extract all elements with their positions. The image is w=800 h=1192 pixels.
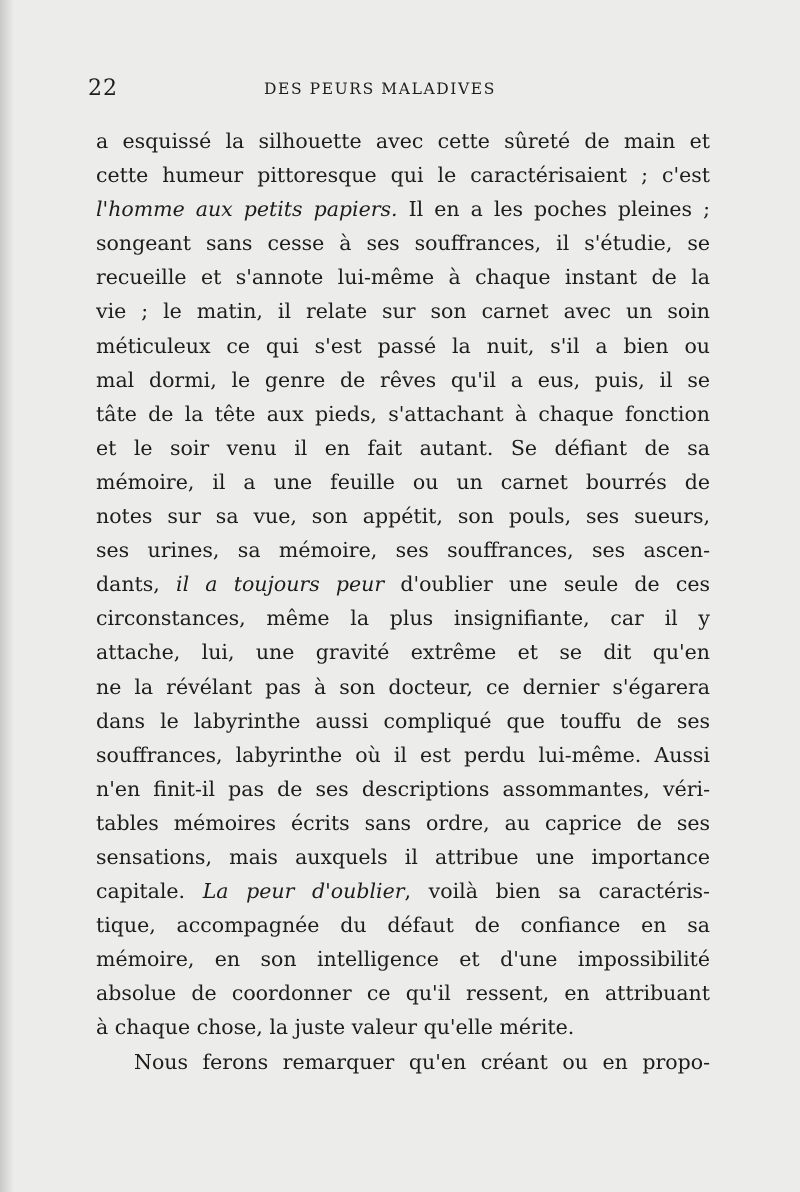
- text-segment: a esquissé la silhouette avec cette sûreté de main et: [96, 129, 710, 153]
- text-segment: méticuleux ce qui s'est passé la nuit, s'il a bien ou: [96, 333, 710, 358]
- text-line: [96, 942, 710, 976]
- text-line: [96, 329, 710, 363]
- body-text: [96, 124, 710, 1079]
- text-segment: , voilà bien sa caractéris-: [404, 879, 710, 904]
- running-title: DES PEURS MALADIVES: [264, 80, 496, 98]
- text-segment: tables mémoires écrits sans ordre, au caprice de ses: [96, 810, 710, 835]
- text-line: [96, 1045, 710, 1079]
- text-segment: mémoire, il a une feuille ou un carnet bourrés de: [96, 469, 710, 494]
- text-segment: et le soir venu il en fait autant. Se défiant de sa: [96, 435, 710, 460]
- text-line: [96, 635, 710, 669]
- text-line: [96, 567, 710, 601]
- running-header: [88, 76, 708, 106]
- text-segment: ne la révélant pas à son docteur, ce dernier s'égarera: [96, 674, 710, 699]
- text-line: [96, 874, 710, 908]
- text-line: [96, 840, 710, 874]
- text-segment: Nous ferons remarquer qu'en créant ou en propo-: [134, 1049, 710, 1074]
- text-line: [96, 294, 710, 328]
- page-number: 22: [88, 76, 118, 101]
- text-segment: recueille et s'annote lui-même à chaque instant de la: [96, 265, 710, 290]
- text-line: [96, 363, 710, 397]
- text-segment: n'en finit-il pas de ses descriptions assommantes, véri-: [96, 776, 710, 801]
- text-line: [96, 772, 710, 806]
- page-gutter-shadow: [0, 0, 14, 1192]
- text-line: [96, 1010, 710, 1044]
- text-line: [96, 738, 710, 772]
- text-line: [96, 499, 710, 533]
- italic-text-segment: La peur d'oublier: [202, 879, 405, 904]
- text-segment: d'oublier une seule de ces: [384, 572, 710, 597]
- text-segment: mémoire, en son intelligence et d'une impossibilité: [96, 947, 710, 972]
- text-segment: cette humeur pittoresque qui le caractérisaient ; c'est: [96, 163, 710, 188]
- text-segment: absolue de coordonner ce qu'il ressent, en attribuant: [96, 981, 710, 1006]
- text-line: [96, 806, 710, 840]
- text-line: [96, 976, 710, 1010]
- text-segment: notes sur sa vue, son appétit, son pouls, ses sueurs,: [96, 504, 710, 529]
- text-segment: capitale.: [96, 879, 203, 904]
- text-line: [96, 908, 710, 942]
- italic-text-segment: il a toujours peur: [176, 572, 385, 597]
- text-line: [96, 670, 710, 704]
- text-line: [96, 397, 710, 431]
- text-line: [96, 431, 710, 465]
- text-segment: tâte de la tête aux pieds, s'attachant à chaque fonction: [96, 401, 710, 426]
- text-line: [96, 704, 710, 738]
- text-line: [96, 601, 710, 635]
- text-segment: tique, accompagnée du défaut de confiance en sa: [96, 913, 710, 938]
- text-segment: souffrances, labyrinthe où il est perdu lui-même. Aussi: [96, 742, 710, 767]
- text-segment: sensations, mais auxquels il attribue une importance: [96, 844, 710, 869]
- text-segment: Il en a les poches pleines ;: [397, 197, 710, 222]
- text-segment: mal dormi, le genre de rêves qu'il a eus, puis, il se: [96, 367, 710, 392]
- text-line: [96, 158, 710, 192]
- text-line: [96, 260, 710, 294]
- text-line: [96, 124, 710, 158]
- text-segment: dans le labyrinthe aussi compliqué que touffu de ses: [96, 708, 710, 733]
- text-segment: vie ; le matin, il relate sur son carnet avec un soin: [96, 299, 710, 324]
- text-segment: circonstances, même la plus insignifiante, car il y: [96, 606, 710, 631]
- text-line: [96, 226, 710, 260]
- text-segment: ses urines, sa mémoire, ses souffrances, ses ascen-: [96, 538, 710, 563]
- text-line: [96, 533, 710, 567]
- text-segment: dants,: [96, 572, 177, 597]
- italic-text-segment: l'homme aux petits papiers.: [96, 197, 398, 222]
- text-segment: songeant sans cesse à ses souffrances, il s'étudie, se: [96, 231, 710, 256]
- text-segment: attache, lui, une gravité extrême et se dit qu'en: [96, 640, 710, 665]
- text-segment: à chaque chose, la juste valeur qu'elle mérite.: [96, 1015, 575, 1040]
- text-line: [96, 465, 710, 499]
- text-line: [96, 192, 710, 226]
